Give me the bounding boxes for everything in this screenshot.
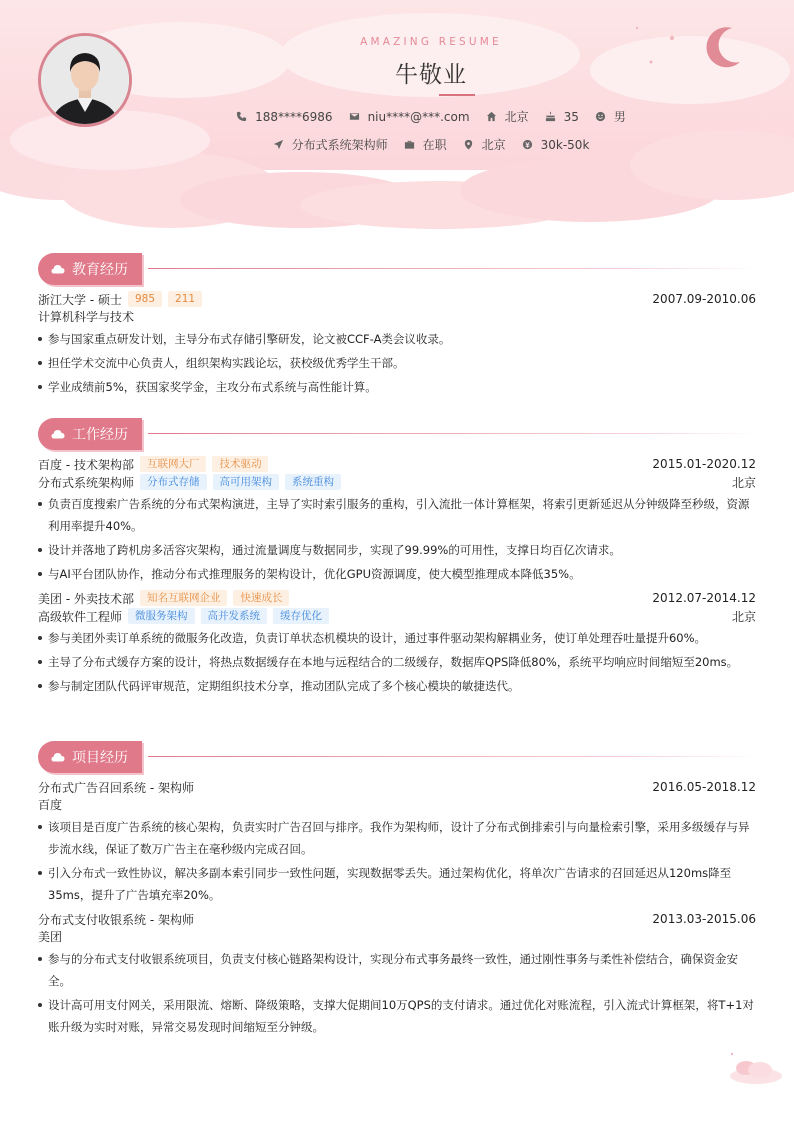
section-header	[38, 741, 756, 773]
work-entry	[38, 455, 756, 585]
mail-icon	[349, 111, 360, 122]
resume-header	[0, 0, 794, 232]
location-text: 北京	[481, 138, 506, 152]
major: 计算机科学与技术	[38, 310, 135, 324]
section-divider	[148, 756, 760, 757]
company-name: 百度 - 技术架构部	[38, 457, 134, 472]
section-title: 工作经历	[72, 427, 128, 443]
email-info	[349, 110, 470, 124]
work-location: 北京	[731, 475, 756, 490]
project-entry	[38, 910, 756, 1038]
gender-info	[595, 108, 626, 125]
role-tag: 微服务架构	[128, 608, 195, 624]
job-role: 分布式系统架构师	[38, 475, 135, 490]
gender-text: 男	[613, 110, 626, 124]
section-header	[38, 253, 756, 285]
bullet-item: 参与的分布式支付收银系统项目，负责支付核心链路架构设计，实现分布式事务最终一致性，通过刚性事务与柔性补偿结合，确保资金安全。	[38, 948, 756, 992]
section-title-badge	[38, 418, 142, 450]
bullet-item: 与AI平台团队协作，推动分布式推理服务的架构设计，优化GPU资源调度，使大模型推理成本降低35%。	[38, 563, 756, 585]
bullet-item: 主导了分布式缓存方案的设计，将热点数据缓存在本地与远程结合的二级缓存，数据库QPS降低80%，系统平均响应时间缩短至20ms。	[38, 651, 756, 673]
work-section	[38, 418, 756, 697]
bullet-item: 参与制定团队代码评审规范，定期组织技术分享，推动团队完成了多个核心模块的敏捷迭代。	[38, 675, 756, 697]
age-text: 35	[563, 109, 579, 124]
company-tag: 互联网大厂	[140, 456, 207, 472]
cloud-icon	[51, 752, 65, 762]
school-tag: 985	[128, 291, 162, 307]
bullet-item: 学业成绩前5%，获国家奖学金，主攻分布式系统与高性能计算。	[38, 376, 756, 398]
role-tag: 分布式存储	[140, 474, 207, 490]
role-tag: 缓存优化	[273, 608, 329, 624]
home-icon	[486, 111, 497, 122]
salary-text: 30k-50k	[540, 137, 590, 152]
bullet-item: 该项目是百度广告系统的核心架构，负责实时广告召回与排序。我作为架构师，设计了分布式倒排索引与向量检索引擎，采用多级缓存与异步流水线，保证了数万广告主在毫秒级内完成召回。	[38, 816, 756, 860]
city-info	[486, 108, 529, 125]
company-tag: 技术驱动	[212, 456, 268, 472]
salary-info	[522, 138, 590, 152]
work-bullets	[38, 493, 756, 585]
resume-subtitle: AMAZING RESUME	[360, 36, 502, 48]
city-text: 北京	[504, 110, 529, 124]
project-bullets	[38, 948, 756, 1038]
bullet-item: 引入分布式一致性协议，解决多副本索引同步一致性问题，实现数据零丢失。通过架构优化，将单次广告请求的召回延迟从120ms降至35ms，提升了广告填充率20%。	[38, 862, 756, 906]
cake-icon	[545, 111, 556, 122]
project-name: 分布式广告召回系统 - 架构师	[38, 780, 194, 795]
phone-text: 188****6986	[255, 109, 333, 124]
school-tag: 211	[168, 291, 202, 307]
section-title: 教育经历	[72, 262, 128, 278]
work-date: 2012.07-2014.12	[652, 591, 756, 605]
footer-cloud-decoration	[726, 1050, 786, 1086]
bullet-item: 负责百度搜索广告系统的分布式架构演进，主导了实时索引服务的重构，引入流批一体计算框架，将索引更新延迟从分钟级降至秒级，资源利用率提升40%。	[38, 493, 756, 537]
bullet-item: 参与美团外卖订单系统的微服务化改造，负责订单状态机模块的设计，通过事件驱动架构解耦业务，使订单处理吞吐量提升60%。	[38, 627, 756, 649]
project-org: 百度	[38, 798, 63, 812]
phone-info	[236, 110, 332, 124]
role-tag: 高并发系统	[201, 608, 268, 624]
location-info	[463, 136, 506, 153]
education-bullets	[38, 328, 756, 398]
job-role: 高级软件工程师	[38, 609, 123, 624]
candidate-name: 牛敬业	[395, 62, 467, 88]
bullet-item: 设计高可用支付网关，采用限流、熔断、降级策略，支撑大促期间10万QPS的支付请求。通过优化对账流程，引入流式计算框架，将T+1对账升级为实时对账，异常交易发现时间缩短至分钟级。	[38, 994, 756, 1038]
project-name: 分布式支付收银系统 - 架构师	[38, 912, 194, 927]
contact-info-row	[0, 108, 794, 125]
work-bullets	[38, 627, 756, 697]
section-divider	[148, 433, 760, 434]
money-icon	[522, 139, 533, 150]
status-text: 在职	[422, 138, 447, 152]
project-bullets	[38, 816, 756, 906]
education-section	[38, 253, 756, 398]
bullet-item: 参与国家重点研发计划，主导分布式存储引擎研发，论文被CCF-A类会议收录。	[38, 328, 756, 350]
job-info-row	[0, 136, 794, 153]
status-info	[404, 136, 447, 153]
school-name: 浙江大学 - 硕士	[38, 292, 122, 307]
cloud-icon	[51, 429, 65, 439]
project-entry	[38, 778, 756, 906]
section-divider	[148, 268, 760, 269]
project-date: 2016.05-2018.12	[652, 780, 756, 794]
bullet-item: 设计并落地了跨机房多活容灾架构，通过流量调度与数据同步，实现了99.99%的可用性，支撑日均百亿次请求。	[38, 539, 756, 561]
age-info	[545, 110, 579, 124]
project-date: 2013.03-2015.06	[652, 912, 756, 926]
education-entry	[38, 290, 756, 398]
role-tag: 高可用架构	[213, 474, 280, 490]
name-underline	[439, 94, 475, 96]
section-title-badge	[38, 253, 142, 285]
send-icon	[273, 139, 284, 150]
role-tag: 系统重构	[285, 474, 341, 490]
company-tag: 知名互联网企业	[140, 590, 228, 606]
smile-icon	[595, 111, 606, 122]
section-header	[38, 418, 756, 450]
email-text: niu****@***.com	[367, 109, 470, 124]
section-title: 项目经历	[72, 750, 128, 766]
education-date: 2007.09-2010.06	[652, 292, 756, 306]
company-name: 美团 - 外卖技术部	[38, 591, 134, 606]
project-org: 美团	[38, 930, 63, 944]
cloud-icon	[51, 264, 65, 274]
bullet-item: 担任学术交流中心负责人，组织架构实践论坛，获校级优秀学生干部。	[38, 352, 756, 374]
section-title-badge	[38, 741, 142, 773]
position-info	[273, 136, 388, 153]
work-date: 2015.01-2020.12	[652, 457, 756, 471]
work-location: 北京	[731, 609, 756, 624]
company-tag: 快速成长	[233, 590, 289, 606]
position-text: 分布式系统架构师	[291, 138, 388, 152]
location-icon	[463, 139, 474, 150]
work-entry	[38, 589, 756, 697]
phone-icon	[236, 111, 247, 122]
project-section	[38, 741, 756, 1038]
briefcase-icon	[404, 139, 415, 150]
